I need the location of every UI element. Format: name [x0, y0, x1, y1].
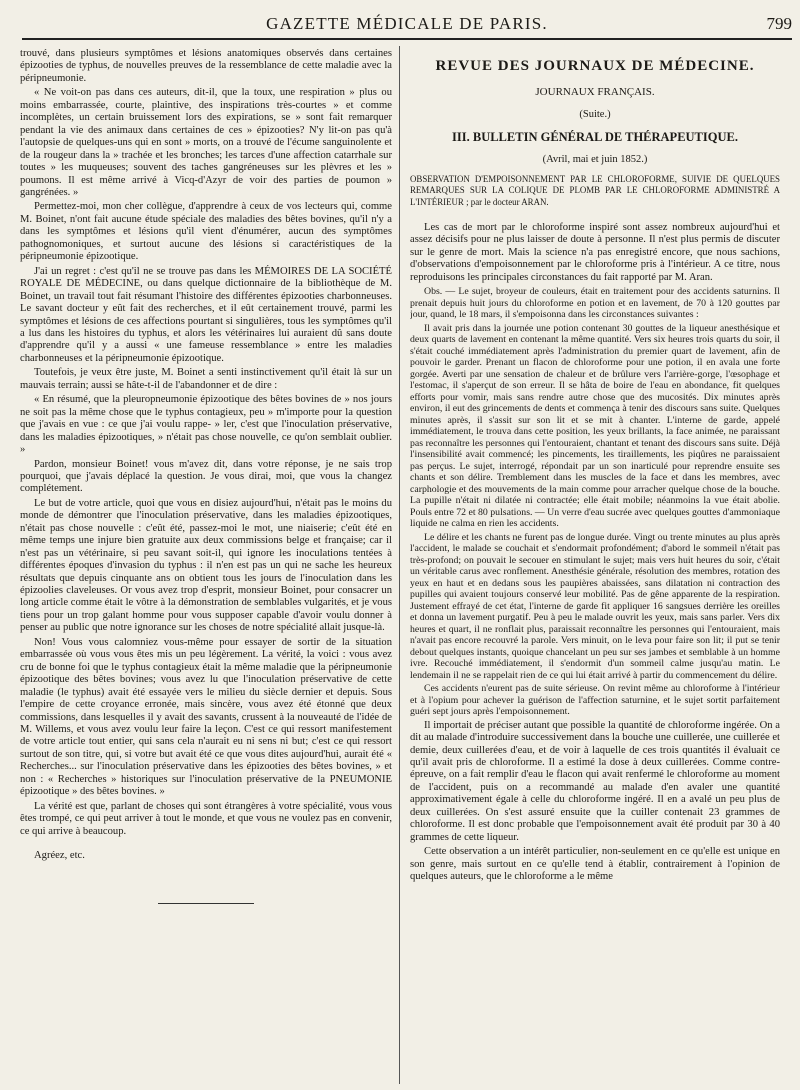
paragraph: Pardon, monsieur Boinet! vous m'avez dit, dans votre réponse, je ne sais trop pourquoi, que j'avais déplacé la question. Je vous dirai, moi, que vous la changez complétement. [20, 458, 392, 495]
column-divider [399, 46, 400, 1084]
paragraph: J'ai un regret : c'est qu'il ne se trouve pas dans les MÉMOIRES DE LA SOCIÉTÉ ROYALE DE MÉDECINE, ou dans quelque dictionnaire de la bibliothèque de M. Boinet, un travail tout fait résumant l'histoire des différentes épizooties charbonneuses. Le savant docteur y eût fait des recherches, et il eût certainement trouvé, parmi les symptômes et lésions de ces affections pourtant si singulières, tous les symptômes qu'il a lus dans les histoires du typhus, et alors les vétérinaires lui auraient dû sans doute d'apprendre qu'il y a aussi « une fameuse ressemblance » entre les maladies charbonneuses et la péripneumonie épizootique. [20, 265, 392, 364]
end-rule [158, 903, 254, 904]
article-title: OBSERVATION D'EMPOISONNEMENT PAR LE CHLOROFORME, SUIVIE DE QUELQUES REMARQUES SUR LA COLIQUE DE PLOMB PAR LE CHLOROFORME ADMINISTRÉ A L'INTÉRIEUR ; par le docteur ARAN. [410, 174, 780, 207]
signature-line: Agréez, etc. [34, 850, 85, 862]
observation-paragraph: Ces accidents n'eurent pas de suite sérieuse. On revint même au chloroforme à l'intérieur et à l'opium pour achever la guérison de l'affection saturnine, et le sujet sortit parfaitement guéri sept jours après l'empoisonnement. [410, 683, 780, 718]
paragraph: Toutefois, je veux être juste, M. Boinet a senti instinctivement qu'il était là sur un mauvais terrain; aussi se hâte-t-il de l'abandonner et de dire : [20, 367, 392, 391]
observation-paragraph: Il avait pris dans la journée une potion contenant 30 gouttes de la liqueur anesthésique et deux quarts de lavement en contenant la même quantité. Vers six heures trois quarts du soir, il s'était couché immédiatement après l'administration du premier quart de lavement, afin de pouvoir le garder. Prenant un flacon de chloroforme pour une potion, il en avala une forte gorgée. Averti par une sensation de chaleur et de brûlure vers l'arrière-gorge, l'œsophage et l'estomac, il s'aperçut de son erreur. Il se hâta de boire de l'eau en abondance, fit quelques efforts pour vomir, mais sans rendre autre chose que des mucosités. Dix minutes après environ, il eut des grincements de dents et commença à tenir des discours sans suite. Quelques minutes après, il s'assit sur son lit et se mit à chanter. L'interne de garde, appelé immédiatement, le trouva dans cette position, les yeux brillants, la face animée, ne paraissant pas reconnaître les personnes qui l'entouraient, chantant et tenant des discours sans suite. Déjà l'insensibilité avait commencé; les pincements, les tiraillements, les piqûres ne paraissaient pas perçus. Le sujet, interrogé, répondait par un son inarticulé pour reprendre ensuite ses chants et son délire. Tremblement dans les muscles de la face et dans les membres, avec carphologie et des mouvements de la main comme pour arracher quelque chose de la bouche. La pupille n'était ni dilatée ni contractée; elle était mobile; néanmoins la vue était abolie. Pouls entre 72 et 80 pulsations. — Un verre d'eau sucrée avec quelques gouttes d'ammoniaque liquide ne calma en rien les accidents. [410, 322, 780, 530]
paragraph: Il importait de préciser autant que possible la quantité de chloroforme ingérée. On a dit au malade d'introduire successivement dans la bouche une cuillerée, une cuillerée et demie, deux cuillerées d'eau, et de voir à laquelle de ces trois quantités il évaluait ce qu'il avait pris de chloroforme. Il a estimé la dose à deux cuillerées. Comme contre-épreuve, on a fait remplir d'eau le flacon qui avait renfermé le chloroforme au moment de l'accident, puis on a recommandé au malade d'en avaler une quantité approximativement égale à celle du chloroforme ingéré. Il en a avalé un peu plus de deux cuillerées. On s'est assuré ensuite que la cuiller contenait 23 grammes de chloroforme. Il est donc probable que l'empoisonnement avait été produit par 30 à 40 grammes de cette liqueur. [410, 719, 780, 843]
quote-paragraph: « Ne voit-on pas dans ces auteurs, dit-il, que la toux, une respiration » plus ou moins embarrassée, courte, plaintive, des inspirations très-courtes » et comme incomplètes, un certain bruissement lors des expirations, se » sont fait remarquer pendant la vie des animaux dans certaines de ces » épizooties? N'y lit-on pas qu'à l'autopsie de quelques-uns qui en sont » morts, on a trouvé de l'écume sanguinolente et de la rougeur dans la » trachée et les bronches; les tarces d'une affection catarrhale sur toutes » les muqueuses; souvent des taches gangréneuses sur les plèvres et les » poumons. Il est même arrivé à Vicq-d'Azyr de voir des parties de poumon » gangrénées. » [20, 87, 392, 198]
review-title: REVUE DES JOURNAUX DE MÉDECINE. [435, 58, 755, 74]
journal-title: GAZETTE MÉDICALE DE PARIS. [266, 14, 548, 33]
paragraph: Cette observation a un intérêt particulier, non-seulement en ce qu'elle est unique en son genre, mais surtout en ce qu'elle tend à établir, contrairement à l'opinion de quelques auteurs, que le chloroforme a le même [410, 846, 780, 883]
paragraph: La vérité est que, parlant de choses qui sont étrangères à votre spécialité, vous vous êtes trompé, ce qui peut arriver à tout le monde, et que vous ne voulez pas en convenir, ce qui arrive à beaucoup. [20, 800, 392, 837]
section-date: (Avril, mai et juin 1852.) [542, 153, 648, 165]
paragraph: Non! Vous vous calomniez vous-même pour essayer de sortir de la situation embarrassée où vous vous êtes mis un peu légèrement. La vérité, la voici : vous avez cru de bonne foi que le typhus contagieux était la même maladie que la péripneumonie épizootique des bêtes bovines; vous avez lu que l'inoculation préservative de cette maladie (le typhus) avait été essayée vers le milieu du siècle dernier et depuis. Sous l'empire de cette croyance erronée, mais sincère, vous avez été étonné que deux commissions, dans lesquelles il y avait des savants, crussent à la nouveauté de l'idée de M. Willems, et vous avez voulu leur faire la leçon. C'est ce qui ressort manifestement de votre article tout entier, qui sans cela n'aurait eu ni sens ni but; c'est ce qui ressort surtout de son titre, qui, si votre but avait été ce que vous dites aujourd'hui, aurait été « Recherches... sur l'inoculation préservative dans les épizooties des bêtes bovines, » et non : « Recherches » historiques sur l'inoculation préservative de la PNEUMONIE épizootique » des bêtes bovines. » [20, 636, 392, 798]
observation-paragraph: Le délire et les chants ne furent pas de longue durée. Vingt ou trente minutes au plus après l'accident, le malade se couchait et s'endormait profondément; d'abord le sommeil n'était pas très-profond; on pouvait le secouer en stimulant le sujet; mais vers huit heures du soir, c'était un véritable carus avec ronflement. Anesthésie générale, résolution des membres, rotation des yeux en haut et en dedans sous les paupières abaissées, sans dilatation ni contraction des pupilles qui avaient toujours conservé leur mobilité. Pas de gêne apparente de la respiration. Justement effrayé de cet état, l'interne de garde fit appliquer 16 sangsues derrière les oreilles et donna un lavement purgatif. Peu à peu le malade ouvrit les yeux, mais sans parler. Vers dix heures et quart, il ne ronflait plus, paraissait reconnaître les personnes qui l'entouraient, mais n'avait pas encore recouvré la parole. Vers minuit, on le leva pour faire son lit; il put se tenir debout quelques instants, quoique chancelant un peu sur ses jambes et semblable à un homme ivre. Recouché immédiatement, il s'endormit d'un sommeil calme jusqu'au matin. Le lendemain il ne se rappelait rien de ce qui lui était arrivé à partir du commencement du délire. [410, 531, 780, 681]
section-heading: III. BULLETIN GÉNÉRAL DE THÉRAPEUTIQUE. [452, 130, 738, 145]
paragraph: Permettez-moi, mon cher collègue, d'apprendre à ceux de vos lecteurs qui, comme M. Boinet, n'ont fait aucune étude spéciale des maladies des bêtes bovines, qu'il n'y a dans les symptômes et lésions qu'il vient d'énumérer, aucun des symptômes pathognomoniques, et surtout aucune des lésions si caractéristiques de la péripneumonie épizootique. [20, 201, 392, 263]
paragraph: trouvé, dans plusieurs symptômes et lésions anatomiques observés dans certaines épizooties de typhus, de nouvelles preuves de la ressemblance de cette maladie avec la péripneumonie. [20, 48, 392, 84]
observation-paragraph: Obs. — Le sujet, broyeur de couleurs, était en traitement pour des accidents saturnins. Il prenait depuis huit jours du chloroforme en potion et en lavement, de 70 à 120 gouttes par jour, quand, le 18 mars, il s'empoisonna dans les circonstances suivantes : [410, 286, 780, 321]
suite-label: (Suite.) [579, 108, 611, 120]
left-column [20, 48, 392, 1084]
page-header [22, 10, 792, 36]
header-rule [22, 38, 792, 40]
quote-paragraph: « En résumé, que la pleuropneumonie épizootique des bêtes bovines de » nos jours ne soit pas la même chose que le typhus contagieux, peu » m'importe pour la question que j'avais en vue : ce que j'ai voulu rappe- » ler, c'est que l'inoculation préservative, dans les maladies épizootiques, » n'était pas chose nouvelle, ce qu'on semblait oublier. » [20, 394, 392, 456]
paragraph: Les cas de mort par le chloroforme inspiré sont assez nombreux aujourd'hui et assez décisifs pour ne plus laisser de doute à personne. Il n'est plus permis de discuter sur le genre de mort. Mais la science n'a pas enregistré encore, que nous sachions, d'observations d'empoisonnement par le chloroforme pris à l'intérieur. A ce titre, nous reproduisons les principales circonstances du fait rapporté par M. Aran. [410, 221, 780, 283]
review-subtitle: JOURNAUX FRANÇAIS. [535, 86, 655, 99]
paragraph: Le but de votre article, quoi que vous en disiez aujourd'hui, n'était pas le moins du monde de démontrer que l'inoculation préservative, dans les maladies épizootiques, n'était pas chose nouvelle : c'eût été, passez-moi le mot, une niaiserie; c'eût été en même temps une injure bien gratuite aux deux commissions belge et française; car il n'est pas un vétérinaire, si peu savant soit-il, qui ignore les inoculations tentées à différentes époques d'invasion du typhus : il n'en est pas un qui ne sache les heureux résultats que depuis cinquante ans on obtient tous les jours de l'inoculation dans les épizoolies claveleuses. Or vous avez trop d'esprit, monsieur Boinet, pour consacrer un long article comme était le vôtre à la démonstration de semblables vulgarités, et je vous tiens pour un trop galant homme pour vous supposer capable d'avoir voulu donner à penser au public que notre ignorance sur les choses de notre spécialité allait jusque-là. [20, 497, 392, 634]
right-column [410, 48, 780, 1084]
page-number: 799 [766, 14, 792, 33]
